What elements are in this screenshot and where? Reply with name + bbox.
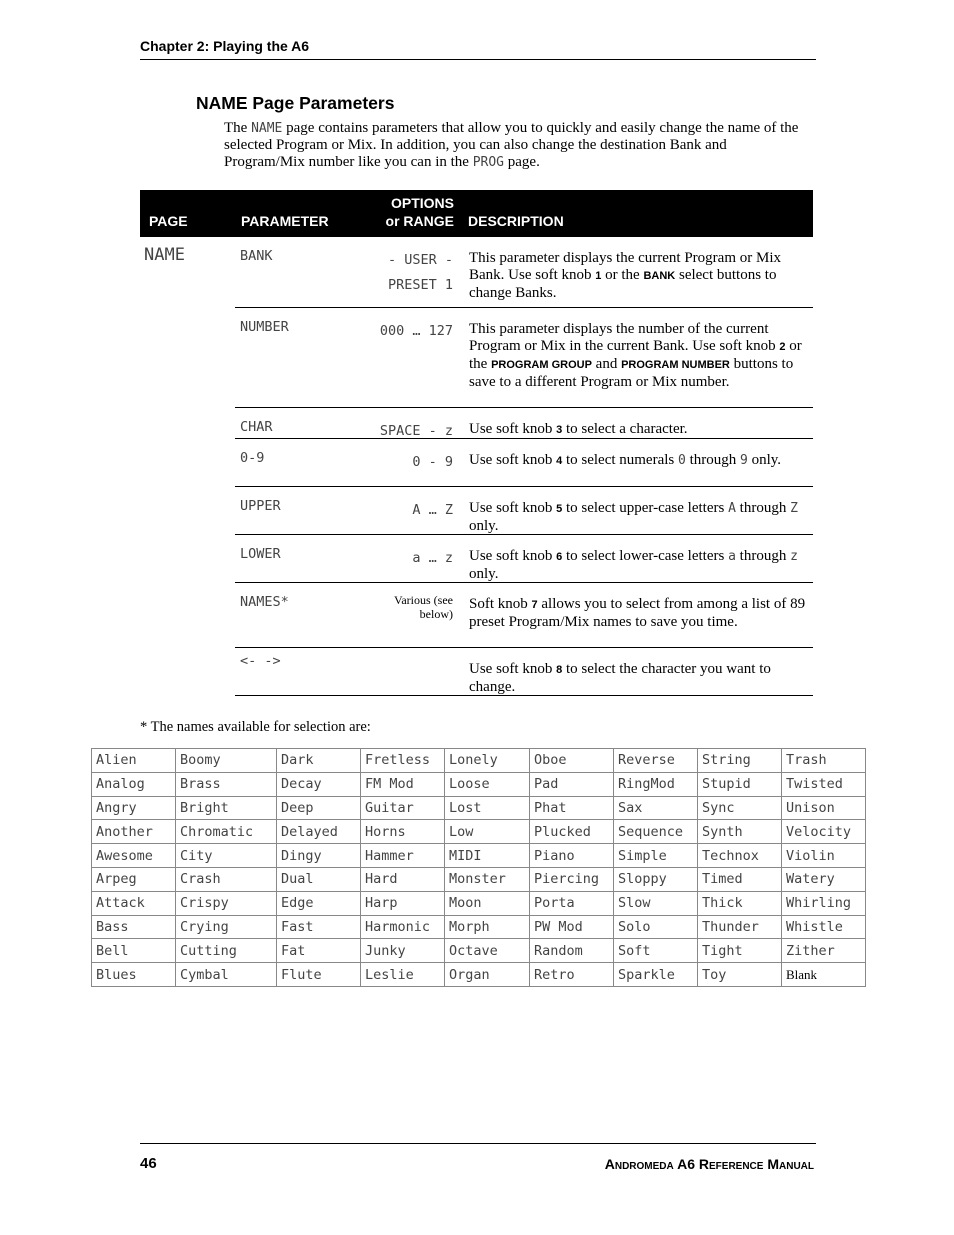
name-cell: Lonely (445, 749, 530, 773)
param-options: Various (see below) (394, 593, 453, 621)
param-options: SPACE - z (379, 423, 453, 439)
name-cell: Toy (698, 963, 782, 987)
name-cell: Soft (614, 939, 698, 963)
name-cell: Technox (698, 844, 782, 868)
table-row (235, 487, 813, 535)
param-options: 000 … 127 (379, 323, 453, 339)
name-cell: Decay (277, 772, 361, 796)
table-row (92, 772, 866, 796)
name-cell: Monster (445, 867, 530, 891)
col-header-description: DESCRIPTION (468, 213, 564, 229)
table-row (92, 915, 866, 939)
name-cell: Sloppy (614, 867, 698, 891)
name-cell: Tight (698, 939, 782, 963)
param-description: This parameter displays the current Program or Mix Bank. Use soft knob 1 or the BANK select buttons to change Banks. (469, 250, 781, 301)
param-name: LOWER (240, 546, 281, 562)
param-options: - USER - PRESET 1 (387, 252, 453, 293)
name-cell: Piercing (530, 867, 614, 891)
table-row (235, 237, 813, 308)
name-cell: Attack (92, 891, 176, 915)
name-cell: Stupid (698, 772, 782, 796)
name-cell: Crying (176, 915, 277, 939)
footer-rule (140, 1143, 816, 1144)
name-cell: Horns (361, 820, 445, 844)
name-cell: Delayed (277, 820, 361, 844)
name-cell: Morph (445, 915, 530, 939)
table-row (235, 648, 813, 696)
table-row (92, 844, 866, 868)
name-cell: Sequence (614, 820, 698, 844)
name-cell: Thunder (698, 915, 782, 939)
section-title: NAME Page Parameters (196, 93, 395, 113)
name-cell: Fat (277, 939, 361, 963)
name-cell: Bass (92, 915, 176, 939)
name-cell: Crispy (176, 891, 277, 915)
param-name: BANK (240, 248, 273, 264)
name-cell: Porta (530, 891, 614, 915)
name-cell: Violin (782, 844, 866, 868)
name-cell: Blues (92, 963, 176, 987)
name-cell: FM Mod (361, 772, 445, 796)
name-cell: Leslie (361, 963, 445, 987)
name-cell: Hard (361, 867, 445, 891)
name-cell: Watery (782, 867, 866, 891)
name-cell: Edge (277, 891, 361, 915)
name-cell: Whistle (782, 915, 866, 939)
param-name: NAMES* (240, 594, 289, 610)
name-cell: Velocity (782, 820, 866, 844)
name-cell: Another (92, 820, 176, 844)
name-cell: Timed (698, 867, 782, 891)
name-cell: Boomy (176, 749, 277, 773)
name-cell: Dark (277, 749, 361, 773)
table-row (92, 891, 866, 915)
page-number: 46 (140, 1155, 157, 1172)
manual-title: Andromeda A6 Reference Manual (604, 1156, 814, 1172)
name-cell: Plucked (530, 820, 614, 844)
name-cell: Flute (277, 963, 361, 987)
name-cell: Deep (277, 796, 361, 820)
name-cell: Guitar (361, 796, 445, 820)
name-cell: Organ (445, 963, 530, 987)
name-cell: City (176, 844, 277, 868)
inline-code: PROG (472, 155, 505, 170)
name-cell: Bell (92, 939, 176, 963)
param-options: 0 - 9 (412, 454, 453, 470)
table-row (235, 439, 813, 487)
name-cell: Awesome (92, 844, 176, 868)
param-description: Soft knob 7 allows you to select from among a list of 89 preset Program/Mix names to save you time. (469, 596, 806, 630)
page-name-cell: NAME (144, 245, 185, 265)
table-header (140, 190, 813, 237)
name-cell: PW Mod (530, 915, 614, 939)
name-cell: Sync (698, 796, 782, 820)
name-cell: Fretless (361, 749, 445, 773)
param-description: Use soft knob 5 to select upper-case letters A through Z only. (469, 500, 798, 534)
col-header-parameter: PARAMETER (241, 213, 329, 229)
names-grid (91, 748, 866, 987)
name-cell: Unison (782, 796, 866, 820)
name-cell: Whirling (782, 891, 866, 915)
names-footnote: * The names available for selection are: (140, 719, 371, 735)
name-cell: Moon (445, 891, 530, 915)
param-name: <- -> (240, 653, 281, 669)
param-description: This parameter displays the number of the current Program or Mix in the current Bank. Use soft knob 2 or the PROGRAM GROUP and PROGRAM NUMBER buttons to save to a different Program or Mix number. (469, 321, 802, 390)
name-cell: Retro (530, 963, 614, 987)
name-cell: Sparkle (614, 963, 698, 987)
name-cell: Pad (530, 772, 614, 796)
table-row (235, 535, 813, 583)
param-name: UPPER (240, 498, 281, 514)
name-cell: Octave (445, 939, 530, 963)
param-description: Use soft knob 8 to select the character you want to change. (469, 661, 771, 695)
header-rule (140, 59, 816, 60)
col-header-page: PAGE (149, 213, 188, 229)
table-row (235, 408, 813, 439)
name-cell: Sax (614, 796, 698, 820)
name-cell: Cymbal (176, 963, 277, 987)
name-cell: Alien (92, 749, 176, 773)
name-cell: Fast (277, 915, 361, 939)
name-cell: MIDI (445, 844, 530, 868)
table-row (235, 583, 813, 648)
name-cell: Brass (176, 772, 277, 796)
name-cell: Slow (614, 891, 698, 915)
name-cell: Chromatic (176, 820, 277, 844)
name-cell: Random (530, 939, 614, 963)
table-row (92, 867, 866, 891)
parameter-table (140, 190, 813, 696)
param-options: A … Z (412, 502, 453, 518)
table-row (235, 308, 813, 408)
name-cell: Bright (176, 796, 277, 820)
param-name: NUMBER (240, 319, 289, 335)
table-row (92, 796, 866, 820)
name-cell: Phat (530, 796, 614, 820)
name-cell: Analog (92, 772, 176, 796)
name-cell: Solo (614, 915, 698, 939)
name-cell: RingMod (614, 772, 698, 796)
inline-code: NAME (251, 121, 283, 136)
param-options: a … z (412, 550, 453, 566)
name-cell: Zither (782, 939, 866, 963)
name-cell: Piano (530, 844, 614, 868)
table-row (92, 963, 866, 987)
table-row (92, 820, 866, 844)
name-cell: Synth (698, 820, 782, 844)
name-cell: Low (445, 820, 530, 844)
name-cell: Loose (445, 772, 530, 796)
name-cell: Reverse (614, 749, 698, 773)
name-cell: Harmonic (361, 915, 445, 939)
intro-paragraph: The NAME page contains parameters that allow you to quickly and easily change the name of the selected Program or Mix. In addition, you can also change the destination Bank and Program/Mix number like you can in the PROG page. (224, 120, 799, 170)
param-description: Use soft knob 4 to select numerals 0 through 9 only. (469, 452, 782, 468)
param-description: Use soft knob 6 to select lower-case letters a through z only. (469, 548, 798, 582)
name-cell: String (698, 749, 782, 773)
name-cell: Twisted (782, 772, 866, 796)
name-cell: Thick (698, 891, 782, 915)
name-cell: Angry (92, 796, 176, 820)
name-cell: Arpeg (92, 867, 176, 891)
name-cell: Blank (782, 963, 866, 987)
name-cell: Oboe (530, 749, 614, 773)
name-cell: Hammer (361, 844, 445, 868)
name-cell: Dual (277, 867, 361, 891)
param-name: 0-9 (240, 450, 265, 466)
chapter-header: Chapter 2: Playing the A6 (140, 38, 310, 54)
param-name: CHAR (240, 419, 273, 435)
name-cell: Lost (445, 796, 530, 820)
name-cell: Harp (361, 891, 445, 915)
name-cell: Dingy (277, 844, 361, 868)
table-row (92, 749, 866, 773)
table-row (92, 939, 866, 963)
name-cell: Junky (361, 939, 445, 963)
col-header-options-line1: OPTIONS (390, 195, 454, 211)
name-cell: Trash (782, 749, 866, 773)
name-cell: Cutting (176, 939, 277, 963)
name-cell: Crash (176, 867, 277, 891)
param-description: Use soft knob 3 to select a character. (469, 421, 688, 437)
col-header-options-line2: or RANGE (385, 213, 454, 229)
name-cell: Simple (614, 844, 698, 868)
